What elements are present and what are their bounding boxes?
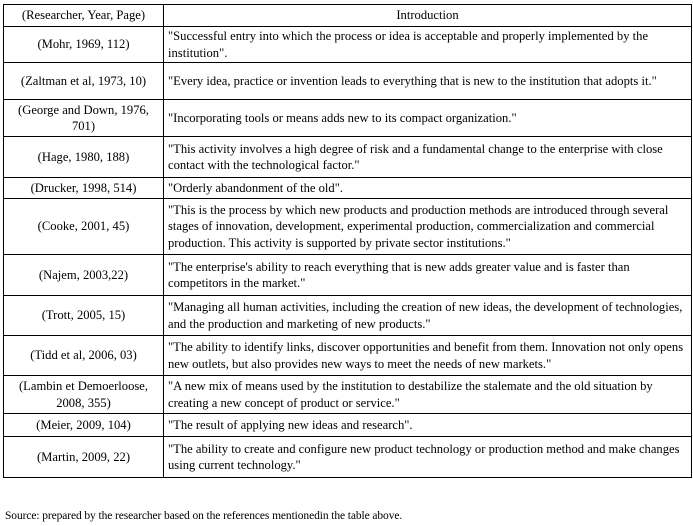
table-row bbox=[4, 296, 692, 336]
row-definition: "The enterprise's ability to reach everything that is new adds greater value and is faster than competitors in the market." bbox=[164, 255, 692, 296]
row-definition: "This is the process by which new products and production methods are introduced through several stages of innovation, development, experimental production, commercialization and commercial production. This activity is supported by private sector institutions." bbox=[164, 199, 692, 255]
table-row bbox=[4, 376, 692, 414]
row-definition: "Every idea, practice or invention leads to everything that is new to the institution that adopts it." bbox=[164, 63, 692, 100]
row-reference: (George and Down, 1976, 701) bbox=[4, 100, 164, 137]
row-definition: "Successful entry into which the process or idea is acceptable and properly implemented by the institution". bbox=[164, 27, 692, 63]
table-row bbox=[4, 437, 692, 478]
row-reference: (Hage, 1980, 188) bbox=[4, 137, 164, 178]
table-row bbox=[4, 137, 692, 178]
row-reference: (Meier, 2009, 104) bbox=[4, 414, 164, 437]
row-reference: (Zaltman et al, 1973, 10) bbox=[4, 63, 164, 100]
row-reference: (Trott, 2005, 15) bbox=[4, 296, 164, 336]
source-note: Source: prepared by the researcher based on the references mentionedin the table above. bbox=[5, 510, 403, 522]
row-definition: "The ability to identify links, discover opportunities and benefit from them. Innovation not only opens new outlets, but also provides new ways to meet the needs of new markets." bbox=[164, 336, 692, 376]
row-reference: (Mohr, 1969, 112) bbox=[4, 27, 164, 63]
table-row bbox=[4, 414, 692, 437]
row-definition: "The result of applying new ideas and research". bbox=[164, 414, 692, 437]
row-definition: "Incorporating tools or means adds new to its compact organization." bbox=[164, 100, 692, 137]
header-researcher: (Researcher, Year, Page) bbox=[4, 5, 164, 27]
table-row bbox=[4, 178, 692, 199]
row-reference: (Lambin et Demoerloose, 2008, 355) bbox=[4, 376, 164, 414]
table-row bbox=[4, 336, 692, 376]
row-reference: (Cooke, 2001, 45) bbox=[4, 199, 164, 255]
table-header-row bbox=[4, 5, 692, 27]
row-reference: (Tidd et al, 2006, 03) bbox=[4, 336, 164, 376]
definitions-table bbox=[3, 4, 692, 478]
table-row bbox=[4, 27, 692, 63]
table-row bbox=[4, 199, 692, 255]
row-definition: "Orderly abandonment of the old". bbox=[164, 178, 692, 199]
header-introduction: Introduction bbox=[164, 5, 692, 27]
row-reference: (Najem, 2003,22) bbox=[4, 255, 164, 296]
row-definition: "Managing all human activities, including the creation of new ideas, the development of technologies, and the production and marketing of new products." bbox=[164, 296, 692, 336]
row-reference: (Martin, 2009, 22) bbox=[4, 437, 164, 478]
table-row bbox=[4, 255, 692, 296]
row-definition: "This activity involves a high degree of risk and a fundamental change to the enterprise with close contact with the technological factor." bbox=[164, 137, 692, 178]
row-definition: "A new mix of means used by the institution to destabilize the stalemate and the old situation by creating a new concept of product or service." bbox=[164, 376, 692, 414]
row-reference: (Drucker, 1998, 514) bbox=[4, 178, 164, 199]
table-row bbox=[4, 63, 692, 100]
table-row bbox=[4, 100, 692, 137]
row-definition: "The ability to create and configure new product technology or production method and make changes using current technology." bbox=[164, 437, 692, 478]
